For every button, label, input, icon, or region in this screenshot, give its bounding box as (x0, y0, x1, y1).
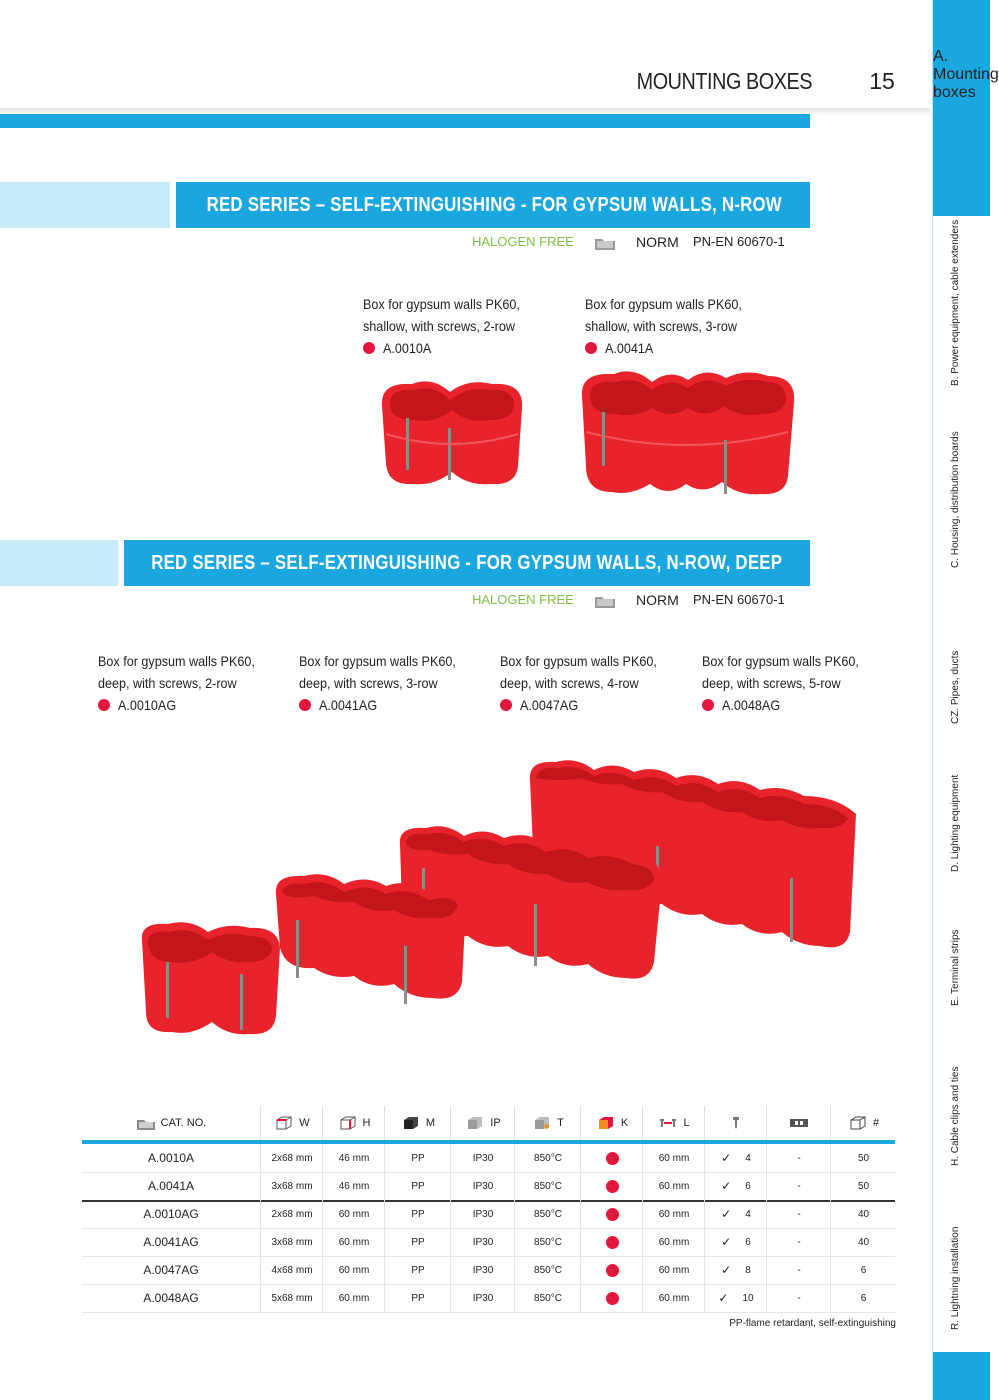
cube-height-icon (338, 1115, 358, 1131)
cell-chk (704, 1144, 767, 1172)
tab-lighting[interactable]: D. Lighting equipment (933, 744, 990, 903)
cell-dot (580, 1228, 643, 1256)
deep-boxes-image (136, 756, 872, 1068)
table-footnote: PP-flame retardant, self-extinguishing (729, 1318, 896, 1329)
product-a0047ag: Box for gypsum walls PK60, deep, with screws, 4-row A.0047AG (500, 653, 657, 713)
cell-l: 60 mm (642, 1256, 705, 1284)
section1-title: RED SERIES – SELF-EXTINGUISHING - FOR GYPSUM WALLS, N-ROW (176, 182, 810, 228)
section2-norm-row (472, 592, 802, 610)
cell-l: 60 mm (642, 1144, 705, 1172)
cell-chk (704, 1172, 767, 1200)
box-2row-deep-image (142, 922, 280, 1034)
norm-label: NORM (636, 592, 679, 608)
cell-m: PP (384, 1200, 451, 1228)
col-mounting (766, 1106, 831, 1140)
clip-icon (789, 1115, 809, 1131)
check-icon: ✓ (721, 1235, 732, 1249)
cell-t: 850°C (514, 1228, 581, 1256)
cell-cat: A.0047AG (143, 1263, 199, 1277)
ip-cube-icon (465, 1115, 485, 1131)
cell-dash: - (766, 1200, 831, 1228)
cell-t: 850°C (514, 1284, 581, 1312)
tab-lightning[interactable]: R. Lightning installation (933, 1200, 990, 1353)
product-a0041ag: Box for gypsum walls PK60, deep, with screws, 3-row A.0041AG (299, 653, 456, 713)
cell-dash: - (766, 1256, 831, 1284)
table-row (82, 1284, 895, 1313)
table-header (82, 1106, 895, 1140)
box-3row-shallow-image (576, 366, 798, 500)
tab-bottom-cap (933, 1352, 990, 1400)
material-cube-icon (401, 1115, 421, 1131)
cell-dot (580, 1200, 643, 1228)
cell-ip: IP30 (450, 1284, 515, 1312)
col-cat-no: CAT. NO. (82, 1106, 260, 1140)
cell-dot (580, 1172, 643, 1200)
page-title: MOUNTING BOXES (636, 68, 812, 94)
cell-h: 60 mm (322, 1200, 385, 1228)
cell-h: 60 mm (322, 1284, 385, 1312)
red-dot-icon (299, 699, 311, 711)
cell-ip: IP30 (450, 1200, 515, 1228)
red-color-dot-icon (606, 1180, 619, 1193)
cell-cat: A.0041A (147, 1179, 195, 1193)
section2-title: RED SERIES – SELF-EXTINGUISHING - FOR GYPSUM WALLS, N-ROW, DEEP (124, 540, 810, 586)
cell-w: 3x68 mm (260, 1228, 323, 1256)
product-a0010a: Box for gypsum walls PK60, shallow, with screws, 2-row A.0010A (363, 296, 520, 356)
cell-l: 60 mm (642, 1200, 705, 1228)
cell-qty: 6 (830, 1284, 896, 1312)
cell-m: PP (384, 1256, 451, 1284)
red-color-dot-icon (606, 1152, 619, 1165)
screw-count: 8 (745, 1264, 751, 1276)
red-dot-icon (363, 342, 375, 354)
table-row (82, 1228, 895, 1257)
cell-t: 850°C (514, 1144, 581, 1172)
cell-cat: A.0010AG (143, 1207, 199, 1221)
screw-count: 4 (745, 1152, 751, 1164)
screw-length-icon (658, 1115, 678, 1131)
cell-m: PP (384, 1172, 451, 1200)
tab-pipes-ducts[interactable]: CZ. Pipes, ducts (933, 596, 990, 745)
col-temperature: T (514, 1106, 581, 1140)
product-a0010ag: Box for gypsum walls PK60, deep, with screws, 2-row A.0010AG (98, 653, 255, 713)
cell-dot (580, 1256, 643, 1284)
cell-dot (580, 1144, 643, 1172)
cell-w: 5x68 mm (260, 1284, 323, 1312)
cell-ip: IP30 (450, 1256, 515, 1284)
cell-w: 2x68 mm (260, 1144, 323, 1172)
table-row (82, 1144, 895, 1173)
red-dot-icon (702, 699, 714, 711)
cell-cat: A.0048AG (143, 1291, 199, 1305)
cell-t: 850°C (514, 1200, 581, 1228)
cell-m: PP (384, 1284, 451, 1312)
chapter-tabs (933, 0, 999, 1400)
cell-dash: - (766, 1228, 831, 1256)
cell-qty: 40 (830, 1200, 896, 1228)
red-dot-icon (98, 699, 110, 711)
cell-ip: IP30 (450, 1172, 515, 1200)
screw-icon (726, 1115, 746, 1131)
cell-qty: 50 (830, 1144, 896, 1172)
check-icon: ✓ (721, 1207, 732, 1221)
tab-cable-clips[interactable]: H. Cable clips and ties (933, 1032, 990, 1201)
halogen-free-label: HALOGEN FREE (472, 592, 574, 607)
red-color-dot-icon (606, 1208, 619, 1221)
check-icon: ✓ (721, 1179, 732, 1193)
table-row (82, 1172, 895, 1202)
cell-dash: - (766, 1144, 831, 1172)
cell-h: 46 mm (322, 1172, 385, 1200)
tab-power-equipment[interactable]: B. Power equipment, cable extenders (933, 216, 990, 407)
cell-w: 4x68 mm (260, 1256, 323, 1284)
box-icon (136, 1115, 156, 1131)
col-material: M (384, 1106, 451, 1140)
cell-l: 60 mm (642, 1284, 705, 1312)
cell-m: PP (384, 1144, 451, 1172)
halogen-free-label: HALOGEN FREE (472, 234, 574, 249)
col-k: K (580, 1106, 643, 1140)
cell-l: 60 mm (642, 1172, 705, 1200)
cell-h: 60 mm (322, 1228, 385, 1256)
color-cube-icon (596, 1115, 616, 1131)
cube-width-icon (274, 1115, 294, 1131)
screw-count: 6 (745, 1236, 751, 1248)
table-row (82, 1200, 895, 1229)
box-2row-shallow-image (372, 374, 532, 494)
cell-m: PP (384, 1228, 451, 1256)
cell-w: 2x68 mm (260, 1200, 323, 1228)
cell-qty: 50 (830, 1172, 896, 1200)
col-screws (704, 1106, 767, 1140)
norm-label: NORM (636, 234, 679, 250)
cell-chk (704, 1284, 767, 1312)
red-color-dot-icon (606, 1236, 619, 1249)
cell-ip: IP30 (450, 1144, 515, 1172)
check-icon: ✓ (718, 1291, 729, 1305)
section2-band-left (0, 540, 118, 586)
red-color-dot-icon (606, 1292, 619, 1305)
cell-cat: A.0010A (147, 1151, 195, 1165)
norm-value: PN-EN 60670-1 (693, 234, 785, 249)
col-width: W (260, 1106, 323, 1140)
cell-t: 850°C (514, 1256, 581, 1284)
product-a0048ag: Box for gypsum walls PK60, deep, with screws, 5-row A.0048AG (702, 653, 859, 713)
screw-count: 4 (745, 1208, 751, 1220)
col-height: H (322, 1106, 385, 1140)
col-ip: IP (450, 1106, 515, 1140)
cell-chk (704, 1256, 767, 1284)
box-icon (594, 235, 616, 251)
norm-value: PN-EN 60670-1 (693, 592, 785, 607)
section1-band-left (0, 182, 170, 228)
col-length: L (642, 1106, 705, 1140)
cell-w: 3x68 mm (260, 1172, 323, 1200)
cell-chk (704, 1228, 767, 1256)
box-3row-deep-image (276, 874, 466, 1004)
tab-terminal-strips[interactable]: E. Terminal strips (933, 902, 990, 1033)
tabs-divider (932, 0, 933, 1400)
tab-mounting-boxes[interactable]: A. Mounting boxes (933, 48, 990, 216)
product-a0041a: Box for gypsum walls PK60, shallow, with screws, 3-row A.0041A (585, 296, 742, 356)
check-icon: ✓ (721, 1151, 732, 1165)
header-accent-bar (0, 114, 810, 128)
flame-cube-icon (532, 1115, 552, 1131)
box-icon (594, 593, 616, 609)
cell-dot (580, 1284, 643, 1312)
check-icon: ✓ (721, 1263, 732, 1277)
table-row (82, 1256, 895, 1285)
cell-h: 60 mm (322, 1256, 385, 1284)
screw-count: 6 (745, 1180, 751, 1192)
tab-top-cap (933, 0, 990, 48)
cell-chk (704, 1200, 767, 1228)
cell-dash: - (766, 1172, 831, 1200)
cell-qty: 6 (830, 1256, 896, 1284)
cell-t: 850°C (514, 1172, 581, 1200)
section1-norm-row (472, 234, 802, 252)
red-color-dot-icon (606, 1264, 619, 1277)
cell-ip: IP30 (450, 1228, 515, 1256)
tab-housing[interactable]: C. Housing, distribution boards (933, 406, 990, 597)
red-dot-icon (500, 699, 512, 711)
screw-count: 10 (742, 1292, 754, 1304)
red-dot-icon (585, 342, 597, 354)
cell-l: 60 mm (642, 1228, 705, 1256)
col-quantity: # (830, 1106, 896, 1140)
cell-cat: A.0041AG (143, 1235, 199, 1249)
page-number: 15 (869, 68, 895, 94)
package-icon (848, 1115, 868, 1131)
cell-qty: 40 (830, 1228, 896, 1256)
cell-h: 46 mm (322, 1144, 385, 1172)
cell-dash: - (766, 1284, 831, 1312)
